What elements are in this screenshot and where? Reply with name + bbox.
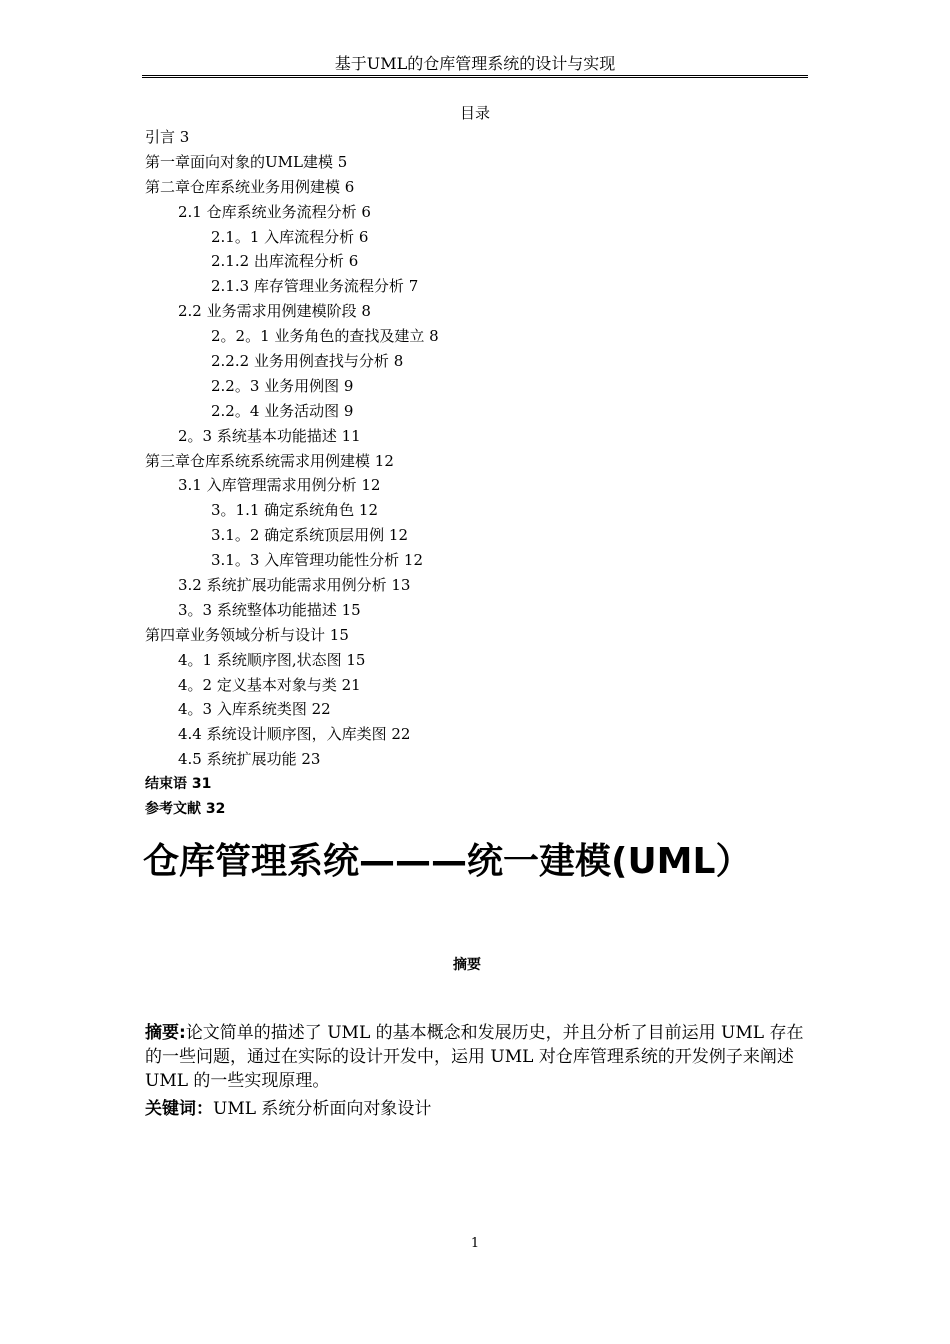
toc-entry: 2。3 系统基本功能描述 11	[178, 426, 361, 445]
toc-entry: 3.1。2 确定系统顶层用例 12	[211, 526, 409, 545]
toc-entry: 2.1.3 库存管理业务流程分析 7	[211, 277, 419, 296]
toc-entry: 2.2.2 业务用例查找与分析 8	[211, 352, 404, 371]
abstract-text: 论文简单的描述了 UML 的基本概念和发展历史，并且分析了目前运用 UML 存在的一些问题，通过在实际的设计开发中，运用 UML 对仓库管理系统的开发例子来阐述 UML 的一些实现原理。	[145, 1023, 804, 1091]
toc-entry: 3.1 入库管理需求用例分析 12	[178, 476, 381, 495]
toc-entry: 参考文献 32	[145, 801, 226, 818]
toc-entry: 4.5 系统扩展功能 23	[178, 750, 321, 769]
abstract-label: 摘要:	[145, 1023, 186, 1043]
running-header: 基于UML的仓库管理系统的设计与实现	[334, 54, 616, 73]
toc-entry: 2.2 业务需求用例建模阶段 8	[178, 302, 371, 321]
header-rule	[142, 75, 808, 78]
toc-entry: 4。3 入库系统类图 22	[178, 700, 331, 719]
toc-entry: 第四章业务领域分析与设计 15	[145, 625, 349, 644]
toc-entry: 4。1 系统顺序图,状态图 15	[178, 650, 366, 669]
toc-entry: 2.1 仓库系统业务流程分析 6	[178, 202, 371, 221]
toc-entry: 3。1.1 确定系统角色 12	[211, 501, 379, 520]
toc-entry: 3.1。3 入库管理功能性分析 12	[211, 551, 424, 570]
toc-entry: 第二章仓库系统业务用例建模 6	[145, 177, 355, 196]
toc-title: 目录	[459, 104, 490, 122]
toc-entry: 2.2。3 业务用例图 9	[211, 376, 354, 395]
toc-entry: 2.1。1 入库流程分析 6	[211, 227, 369, 246]
toc-entry: 4。2 定义基本对象与类 21	[178, 675, 361, 694]
page-number: 1	[470, 1236, 480, 1251]
keywords-line	[145, 1097, 809, 1121]
toc-entry: 2.2。4 业务活动图 9	[211, 401, 354, 420]
toc-entry: 引言 3	[145, 128, 190, 146]
toc-entry: 第三章仓库系统系统需求用例建模 12	[145, 451, 394, 470]
abstract-paragraph	[145, 1021, 809, 1093]
keywords-label: 关键词：	[145, 1099, 213, 1119]
keywords-text: UML 系统分析面向对象设计	[213, 1099, 432, 1119]
toc-entry: 4.4 系统设计顺序图，入库类图 22	[178, 725, 411, 744]
toc-entry: 2。2。1 业务角色的查找及建立 8	[211, 327, 439, 346]
toc-entry: 第一章面向对象的UML建模 5	[145, 152, 348, 171]
abstract-heading: 摘要	[453, 957, 481, 973]
main-title: 仓库管理系统———统一建模(UML）	[143, 841, 752, 882]
toc-entry: 3.2 系统扩展功能需求用例分析 13	[178, 576, 411, 595]
table-of-contents	[145, 127, 805, 824]
toc-entry: 3。3 系统整体功能描述 15	[178, 600, 361, 619]
toc-entry: 2.1.2 出库流程分析 6	[211, 252, 359, 271]
toc-entry: 结束语 31	[145, 776, 212, 793]
